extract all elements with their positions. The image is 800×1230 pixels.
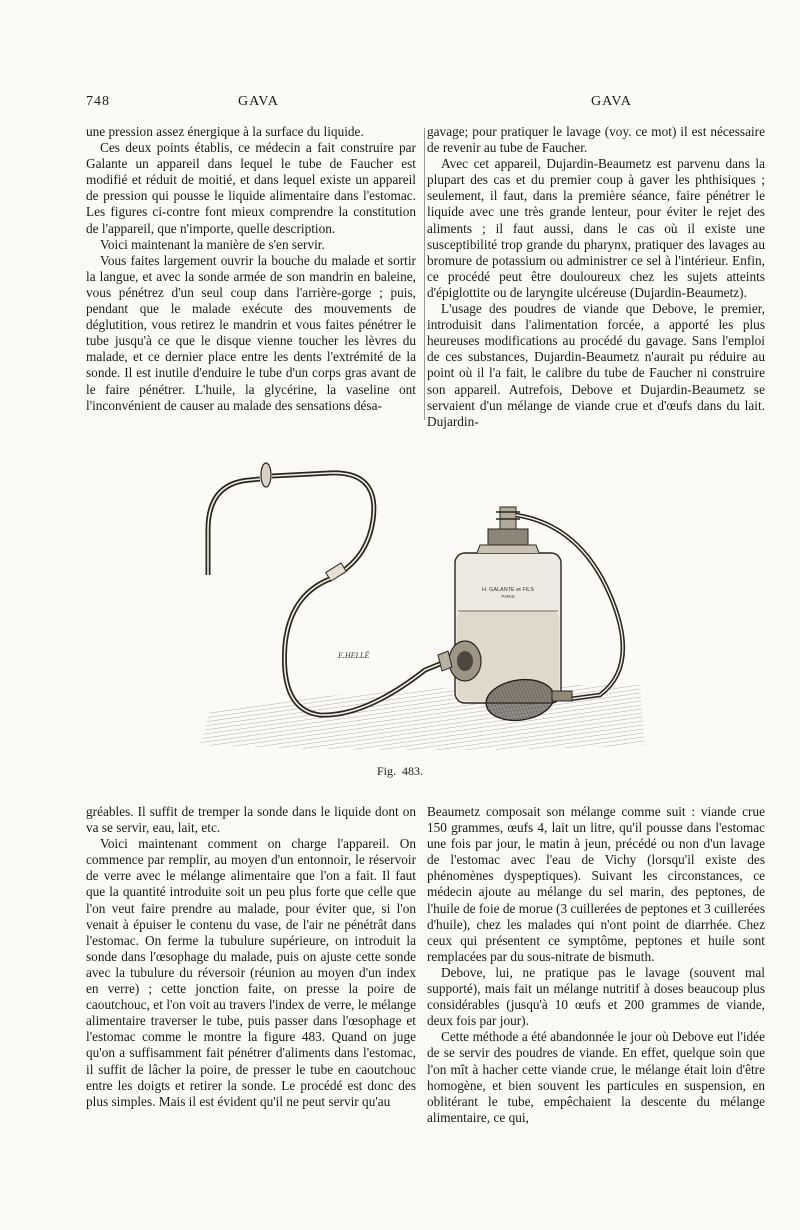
column-bottom-left: [86, 804, 416, 1110]
paragraph: Cette méthode a été abandonnée le jour où Debove eut l'idée de se servir des poudres de viande. En effet, quelque soin que l'on mît à hacher cette viande crue, le mélange était loin d'être homogène, et bien souvent les particules en suspension, en oblitérant le tube, empêchaient la descente du mélange alimentaire, ce qui,: [427, 1029, 765, 1125]
engraver-signature: E.HELLÉ: [338, 651, 370, 660]
caption-prefix: Fig.: [376, 764, 396, 778]
running-head-right: GAVA: [591, 94, 632, 109]
column-top-right: [427, 124, 765, 430]
table-shading: [200, 685, 645, 750]
gavage-apparatus-illustration: [190, 445, 660, 765]
page-number: 748: [86, 94, 110, 109]
upper-tubulure: [500, 507, 516, 529]
paragraph: Vous faites largement ouvrir la bouche du malade et sortir la langue, et avec la sonde armée de son mandrin en baleine, vous pénétrez d'un seul coup dans l'arrière-gorge ; puis, pendant que le malade exécute des mouvements de déglutition, vous retirez le mandrin et vous faites pénétrer le tube jusqu'à ce que le disque vienne toucher les lèvres du malade, et ce dernier place entre les dents l'extrémité de la sonde. Il est inutile d'enduire le tube d'un corps gras avant de le faire pénétrer. L'huile, la glycérine, la vaseline ont l'inconvénient de causer au malade des sensations désa-: [86, 252, 416, 413]
bottle-label-city: PARIS: [501, 594, 515, 599]
column-bottom-right: [427, 804, 765, 1126]
figure-483-engraving: [190, 445, 660, 765]
paragraph: gavage; pour pratiquer le lavage (voy. ce mot) il est nécessaire de revenir au tube de Faucher.: [427, 124, 765, 156]
paragraph: L'usage des poudres de viande que Debove, le premier, introduisit dans l'alimentation forcée, a apporté les plus heureuses modifications au procédé du gavage. Sans l'emploi de ces substances, Dujardin-Beaumetz n'aurait pu réduire au point où il l'a fait, le calibre du tube de Faucher ni construire son appareil. Autrefois, Debove et Dujardin-Beaumetz se servaient d'un mélange de viande crue et d'œufs dans du lait. Dujardin-: [427, 301, 765, 429]
probe-tip-tube: [208, 479, 260, 575]
paragraph: gréables. Il suffit de tremper la sonde dans le liquide dont on va se servir, eau, lait, etc.: [86, 804, 416, 836]
paragraph: Voici maintenant la manière de s'en servir.: [100, 236, 325, 252]
bottle-label: H. GALANTE et FILS: [482, 587, 534, 593]
paragraph: Voici maintenant comment on charge l'appareil. On commence par remplir, au moyen d'un entonnoir, le réservoir de verre avec le mélange alimentaire que l'on a fait. Il faut que la quantité introduite soit un peu plus forte que celle que l'on veut faire prendre au malade, pour éviter que, si l'on venait à épuiser le contenu du vase, de l'air ne pénétrât dans l'estomac. On ferme la tubulure supérieure, on introduit la sonde dans l'œsophage du malade, puis on ajuste cette sonde avec la tubulure du réversoir (réunion au moyen d'un index en verre) ; cette jonction faite, on presse la poire de caoutchouc, et l'on voit au travers l'index de verre, le mélange alimentaire traverser le tube, puis passer dans l'œsophage et l'estomac comme le montre la figure 483. Quand on juge qu'on a suffisamment fait pénétrer d'aliments dans l'estomac, il suffit de lâcher la poire, de presser le tube en caoutchouc entre les doigts et retirer la sonde. Le procédé est donc des plus simples. Mais il est évident qu'il ne peut servir qu'au: [86, 836, 416, 1109]
running-head-left: GAVA: [238, 94, 279, 109]
bottle-neck-fitting: [488, 529, 528, 545]
paragraph: Ces deux points établis, ce médecin a fait construire par Galante un appareil dans lequel le tube de Faucher est modifié et réduit de moitié, et dans lequel existe un appareil de pression qui pousse le liquide alimentaire dans l'estomac. Les figures ci-contre font mieux comprendre la constitution de l'appareil, que n'importe, quelle description.: [86, 140, 416, 236]
paragraph: Beaumetz composait son mélange comme suit : viande crue 150 grammes, œufs 4, lait un litre, qu'il pousse dans l'estomac une fois par jour, le matin à jeun, précédé ou non d'un lavage de l'estomac avec l'eau de Vichy (lorsqu'il existe des phénomènes dyspeptiques). Suivant les circonstances, ce médecin ajoute au mélange du sel marin, des peptones, de l'huile de foie de morue (3 cuillerées de peptones et 3 cuillerées d'huile), chez les malades qui n'ont point de diarrhée. Chez ceux qui présentent ce symptôme, peptones et huile sont remplacées par du sous-nitrate de bismuth.: [427, 804, 766, 964]
caption-number: 483.: [402, 764, 423, 778]
lip-disk: [261, 463, 271, 487]
probe-tube: [272, 473, 374, 573]
column-divider: [424, 128, 425, 420]
figure-caption: [0, 764, 800, 779]
paragraph: une pression assez énergique à la surface du liquide.: [86, 124, 364, 139]
paragraph: Avec cet appareil, Dujardin-Beaumetz est parvenu dans la plupart des cas et du premier coup à gaver les phthisiques ; seulement, il faut, dans la première séance, faire pénétrer le liquide avec une très grande lenteur, pour éviter le rejet des aliments ; il faut aussi, dans le cas où il existe une susceptibilité trop grande du pharynx, pratiquer des lavages au bromure de potassium ou administrer ce sel à l'intérieur. Enfin, ce procédé peut être douloureux chez les sujets atteints d'épiglottite ou de laryngite ulcéreuse (Dujardin-Beaumetz).: [427, 156, 765, 300]
paragraph: Debove, lui, ne pratique pas le lavage (souvent mal supporté), mais fait un mélange nutritif à doses beaucoup plus considérables (jusqu'à 10 œufs et 200 grammes de viande, deux fois par jour).: [427, 964, 765, 1029]
column-top-left: [86, 124, 416, 414]
